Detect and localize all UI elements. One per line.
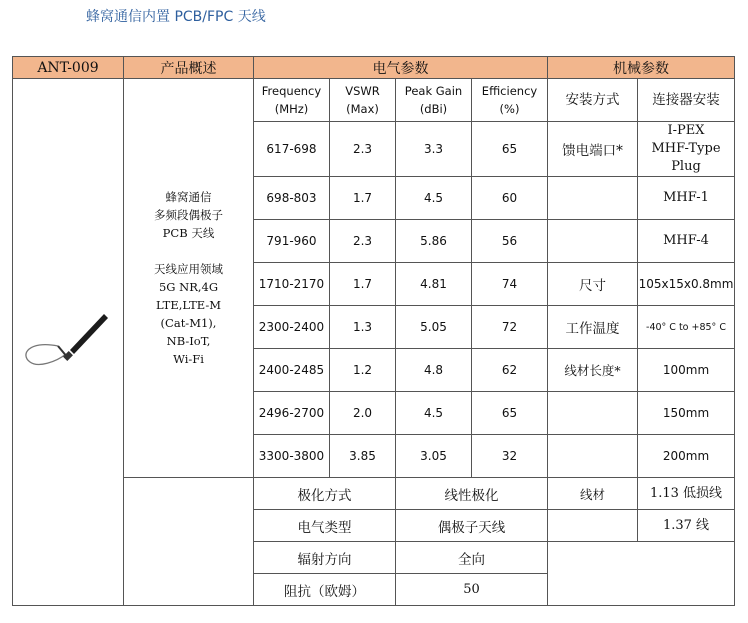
antenna-image	[18, 310, 118, 370]
cell-frequency: 1710-2170	[254, 263, 330, 306]
description-line: NB-IoT,	[166, 334, 211, 348]
cell-efficiency: 65	[472, 122, 548, 177]
description-filler	[124, 478, 254, 606]
cell-param-value: 线性极化	[396, 478, 548, 510]
header-model: ANT-009	[13, 57, 124, 79]
cell-gain: 5.86	[396, 220, 472, 263]
cell-efficiency: 60	[472, 177, 548, 220]
cell-frequency: 791-960	[254, 220, 330, 263]
col-frequency-unit: (MHz)	[274, 102, 309, 116]
cell-mech-value: 200mm	[638, 435, 735, 478]
page-title: 蜂窝通信内置 PCB/FPC 天线	[86, 9, 266, 25]
col-vswr-unit: (Max)	[346, 102, 379, 116]
cell-param-label: 电气类型	[254, 510, 396, 542]
cell-vswr: 1.2	[330, 349, 396, 392]
cell-param-label: 极化方式	[254, 478, 396, 510]
cell-mech-value: 105x15x0.8mm	[638, 263, 735, 306]
cell-param-value: 50	[396, 574, 548, 606]
description-cell	[124, 79, 254, 478]
cell-param-value: 全向	[396, 542, 548, 574]
cell-efficiency: 32	[472, 435, 548, 478]
description-line: LTE,LTE-M	[155, 298, 222, 312]
cell-efficiency: 56	[472, 220, 548, 263]
cell-mech-value: MHF-4	[638, 220, 735, 263]
cell-mech-value: 100mm	[638, 349, 735, 392]
mech-empty-cell	[548, 542, 735, 606]
cell-frequency: 617-698	[254, 122, 330, 177]
col-gain-label: Peak Gain	[404, 84, 463, 98]
cell-mech-label: 工作温度	[548, 306, 638, 349]
cell-vswr: 3.85	[330, 435, 396, 478]
cell-gain: 4.8	[396, 349, 472, 392]
cell-mech-value-line: I-PEX	[667, 123, 705, 138]
cell-mech-label: 线材长度*	[548, 349, 638, 392]
cell-gain: 3.05	[396, 435, 472, 478]
description-line: 5G NR,4G	[158, 280, 219, 294]
col-efficiency	[472, 79, 548, 122]
cell-mech-label: 线材	[548, 478, 638, 510]
cell-gain: 4.81	[396, 263, 472, 306]
cell-frequency: 2300-2400	[254, 306, 330, 349]
cell-frequency: 2400-2485	[254, 349, 330, 392]
col-frequency	[254, 79, 330, 122]
header-overview: 产品概述	[124, 57, 254, 79]
cell-efficiency: 65	[472, 392, 548, 435]
cell-param-value: 偶极子天线	[396, 510, 548, 542]
cell-mech-value	[638, 122, 735, 177]
cell-vswr: 1.3	[330, 306, 396, 349]
cell-mech-value: 1.13 低损线	[638, 478, 735, 510]
cell-efficiency: 62	[472, 349, 548, 392]
col-efficiency-unit: (%)	[499, 102, 520, 116]
table-header-row	[13, 57, 735, 79]
cell-gain: 4.5	[396, 177, 472, 220]
description-line: PCB 天线	[162, 226, 215, 240]
description-line: (Cat-M1),	[160, 316, 217, 330]
cell-frequency: 3300-3800	[254, 435, 330, 478]
cell-param-label: 阻抗（欧姆）	[254, 574, 396, 606]
col-vswr-label: VSWR	[345, 84, 380, 98]
description-line: Wi-Fi	[173, 352, 204, 366]
cell-efficiency: 72	[472, 306, 548, 349]
cell-param-label: 辐射方向	[254, 542, 396, 574]
cell-vswr: 2.3	[330, 122, 396, 177]
col-gain-unit: (dBi)	[419, 102, 448, 116]
cell-mech-value-line: Plug	[671, 159, 701, 174]
cell-gain: 5.05	[396, 306, 472, 349]
cell-frequency: 698-803	[254, 177, 330, 220]
cell-gain: 4.5	[396, 392, 472, 435]
cell-mech-label	[548, 435, 638, 478]
spec-table	[12, 56, 735, 606]
cell-mech-label: 馈电端口*	[548, 122, 638, 177]
cell-vswr: 2.0	[330, 392, 396, 435]
cell-vswr: 1.7	[330, 263, 396, 306]
cell-vswr: 2.3	[330, 220, 396, 263]
description-line: 天线应用领域	[154, 262, 223, 276]
cell-mech-value: -40° C to +85° C	[638, 306, 735, 349]
header-electrical: 电气参数	[254, 57, 548, 79]
description-line: 蜂窝通信	[165, 190, 212, 204]
cell-gain: 3.3	[396, 122, 472, 177]
cell-mech-value: 1.37 线	[638, 510, 735, 542]
col-frequency-label: Frequency	[261, 84, 322, 98]
header-mechanical: 机械参数	[548, 57, 735, 79]
cell-frequency: 2496-2700	[254, 392, 330, 435]
cell-mech-label	[548, 220, 638, 263]
cell-mech-label	[548, 177, 638, 220]
col-efficiency-label: Efficiency	[481, 84, 538, 98]
description-line: 多频段偶极子	[154, 208, 223, 222]
cell-mech-value: 150mm	[638, 392, 735, 435]
antenna-image-cell	[13, 79, 124, 606]
table-subheader-row	[13, 79, 735, 122]
cell-vswr: 1.7	[330, 177, 396, 220]
cell-mech-label	[548, 510, 638, 542]
col-connector: 连接器安装	[638, 79, 735, 122]
cell-mech-value: MHF-1	[638, 177, 735, 220]
cell-efficiency: 74	[472, 263, 548, 306]
cell-mech-value-line: MHF-Type	[651, 141, 721, 156]
cell-mech-label	[548, 392, 638, 435]
cell-mech-label: 尺寸	[548, 263, 638, 306]
col-mount: 安装方式	[548, 79, 638, 122]
col-vswr	[330, 79, 396, 122]
col-gain	[396, 79, 472, 122]
